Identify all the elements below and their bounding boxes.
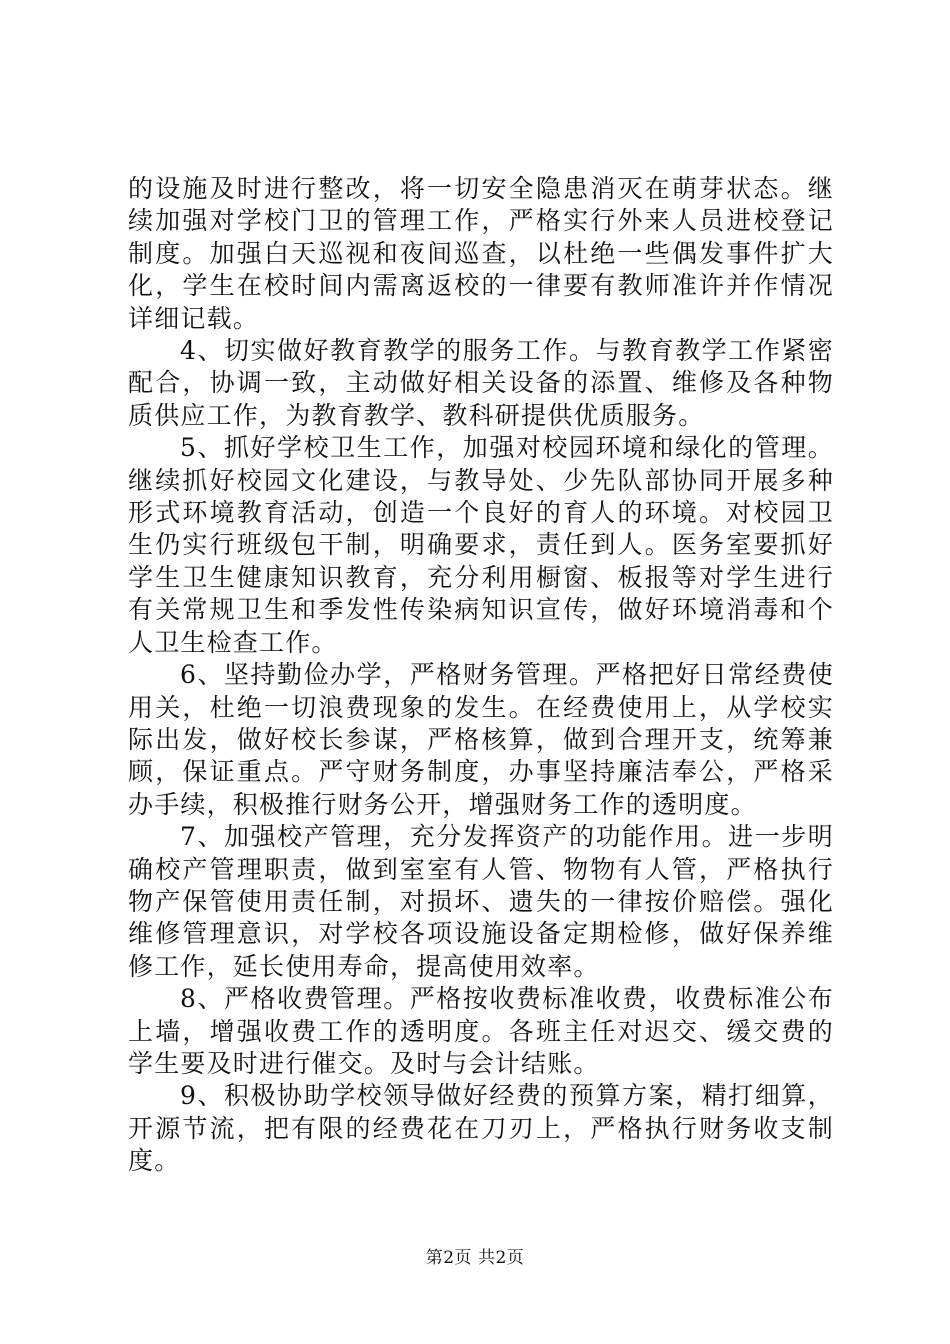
paragraph-item-6: 6、坚持勤俭办学，严格财务管理。严格把好日常经费使用关，杜绝一切浪费现象的发生。在经费使用上，从学校实际出发，做好校长参谋，严格核算，做到合理开支，统筹兼顾，保证重点。严守财务制度，办事坚持廉洁奉公，严格采办手续，积极推行财务公开，增强财务工作的透明度。 (128, 660, 834, 819)
paragraph-item-9: 9、积极协助学校领导做好经费的预算方案，精打细算，开源节流，把有限的经费花在刀刃上，严格执行财务收支制度。 (128, 1081, 834, 1176)
paragraph-item-5: 5、抓好学校卫生工作，加强对校园环境和绿化的管理。继续抓好校园文化建设，与教导处、少先队部协同开展多种形式环境教育活动，创造一个良好的育人的环境。对校园卫生仍实行班级包干制，明确要求，责任到人。医务室要抓好学生卫生健康知识教育，充分利用橱窗、板报等对学生进行有关常规卫生和季发性传染病知识宣传，做好环境消毒和个人卫生检查工作。 (128, 433, 834, 657)
paragraph-continuation: 的设施及时进行整改，将一切安全隐患消灭在萌芽状态。继续加强对学校门卫的管理工作，严格实行外来人员进校登记制度。加强白天巡视和夜间巡查，以杜绝一些偶发事件扩大化，学生在校时间内需离返校的一律要有教师准许并作情况详细记载。 (128, 174, 834, 333)
document-body (128, 173, 834, 1178)
paragraph-item-7: 7、加强校产管理，充分发挥资产的功能作用。进一步明确校产管理职责，做到室室有人管、物物有人管，严格执行物产保管使用责任制，对损坏、遗失的一律按价赔偿。强化维修管理意识，对学校各项设施设备定期检修，做好保养维修工作，延长使用寿命，提高使用效率。 (128, 822, 834, 981)
paragraph-item-4: 4、切实做好教育教学的服务工作。与教育教学工作紧密配合，协调一致，主动做好相关设备的添置、维修及各种物质供应工作，为教育教学、教科研提供优质服务。 (128, 336, 834, 430)
paragraph-item-8: 8、严格收费管理。严格按收费标准收费，收费标准公布上墙，增强收费工作的透明度。各班主任对迟交、缓交费的学生要及时进行催交。及时与会计结账。 (128, 984, 834, 1078)
page-number-footer: 第2页 共2页 (425, 1248, 525, 1268)
